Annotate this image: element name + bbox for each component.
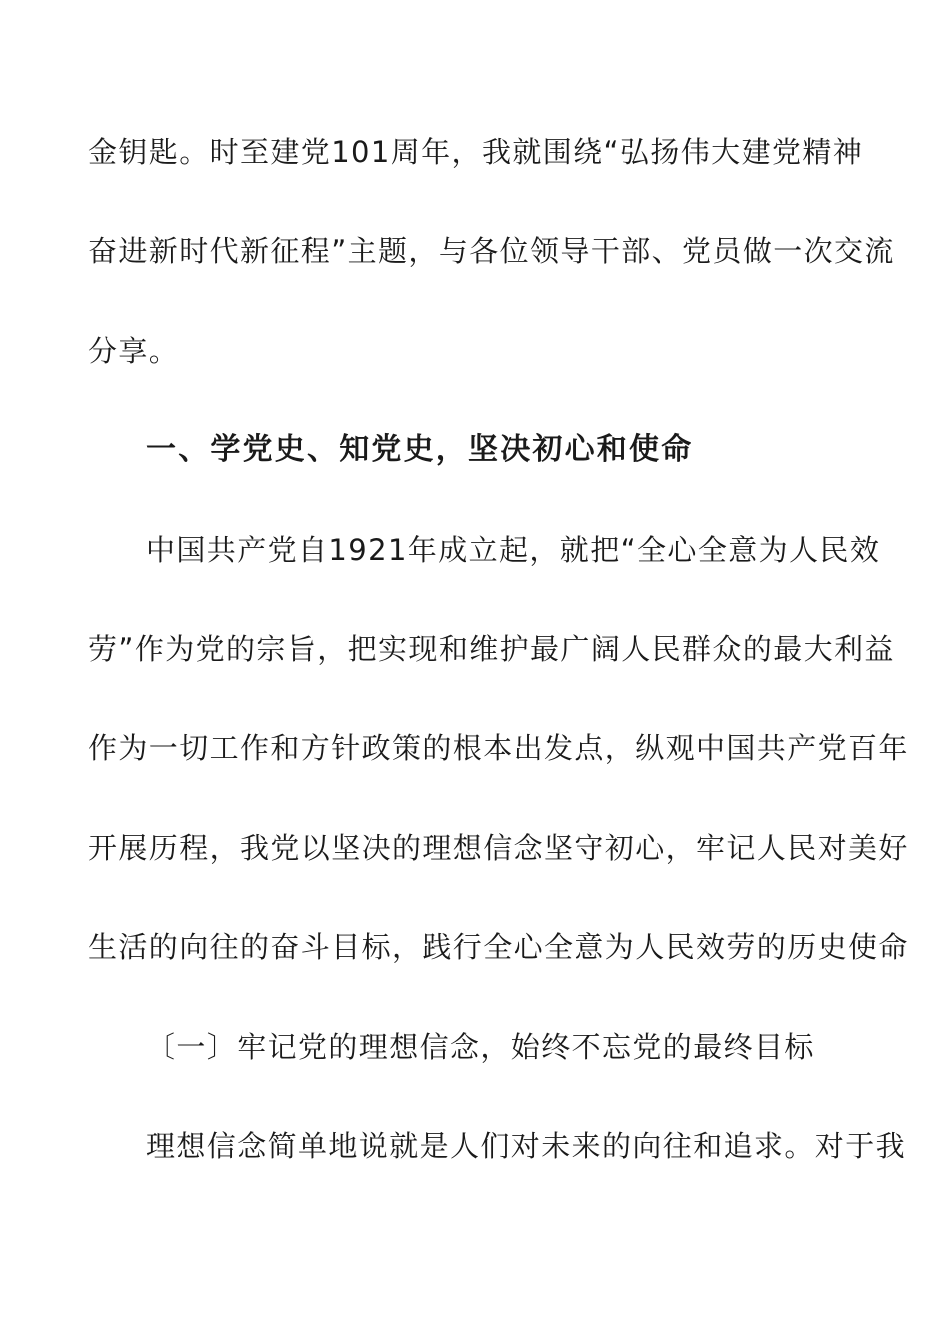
paragraph-line: 作为一切工作和方针政策的根本出发点，纵观中国共产党百年 <box>88 731 909 765</box>
paragraph-line: 开展历程，我党以坚决的理想信念坚守初心，牢记人民对美好 <box>88 831 909 865</box>
paragraph-line: 分享。 <box>88 334 180 368</box>
paragraph-line: 生活的向往的奋斗目标，践行全心全意为人民效劳的历史使命 <box>88 930 909 964</box>
subsection-heading: 〔一〕牢记党的理想信念，始终不忘党的最终目标 <box>146 1030 815 1064</box>
paragraph-line: 劳”作为党的宗旨，把实现和维护最广阔人民群众的最大利益 <box>88 632 895 666</box>
paragraph-line: 理想信念简单地说就是人们对未来的向往和追求。对于我 <box>146 1129 907 1163</box>
paragraph-line: 奋进新时代新征程”主题，与各位领导干部、党员做一次交流 <box>88 234 895 268</box>
section-heading: 一、学党史、知党史，坚决初心和使命 <box>146 432 694 467</box>
paragraph-line: 金钥匙。时至建党101周年，我就围绕“弘扬伟大建党精神 <box>88 135 864 169</box>
paragraph-line: 中国共产党自1921年成立起，就把“全心全意为人民效 <box>146 533 881 567</box>
